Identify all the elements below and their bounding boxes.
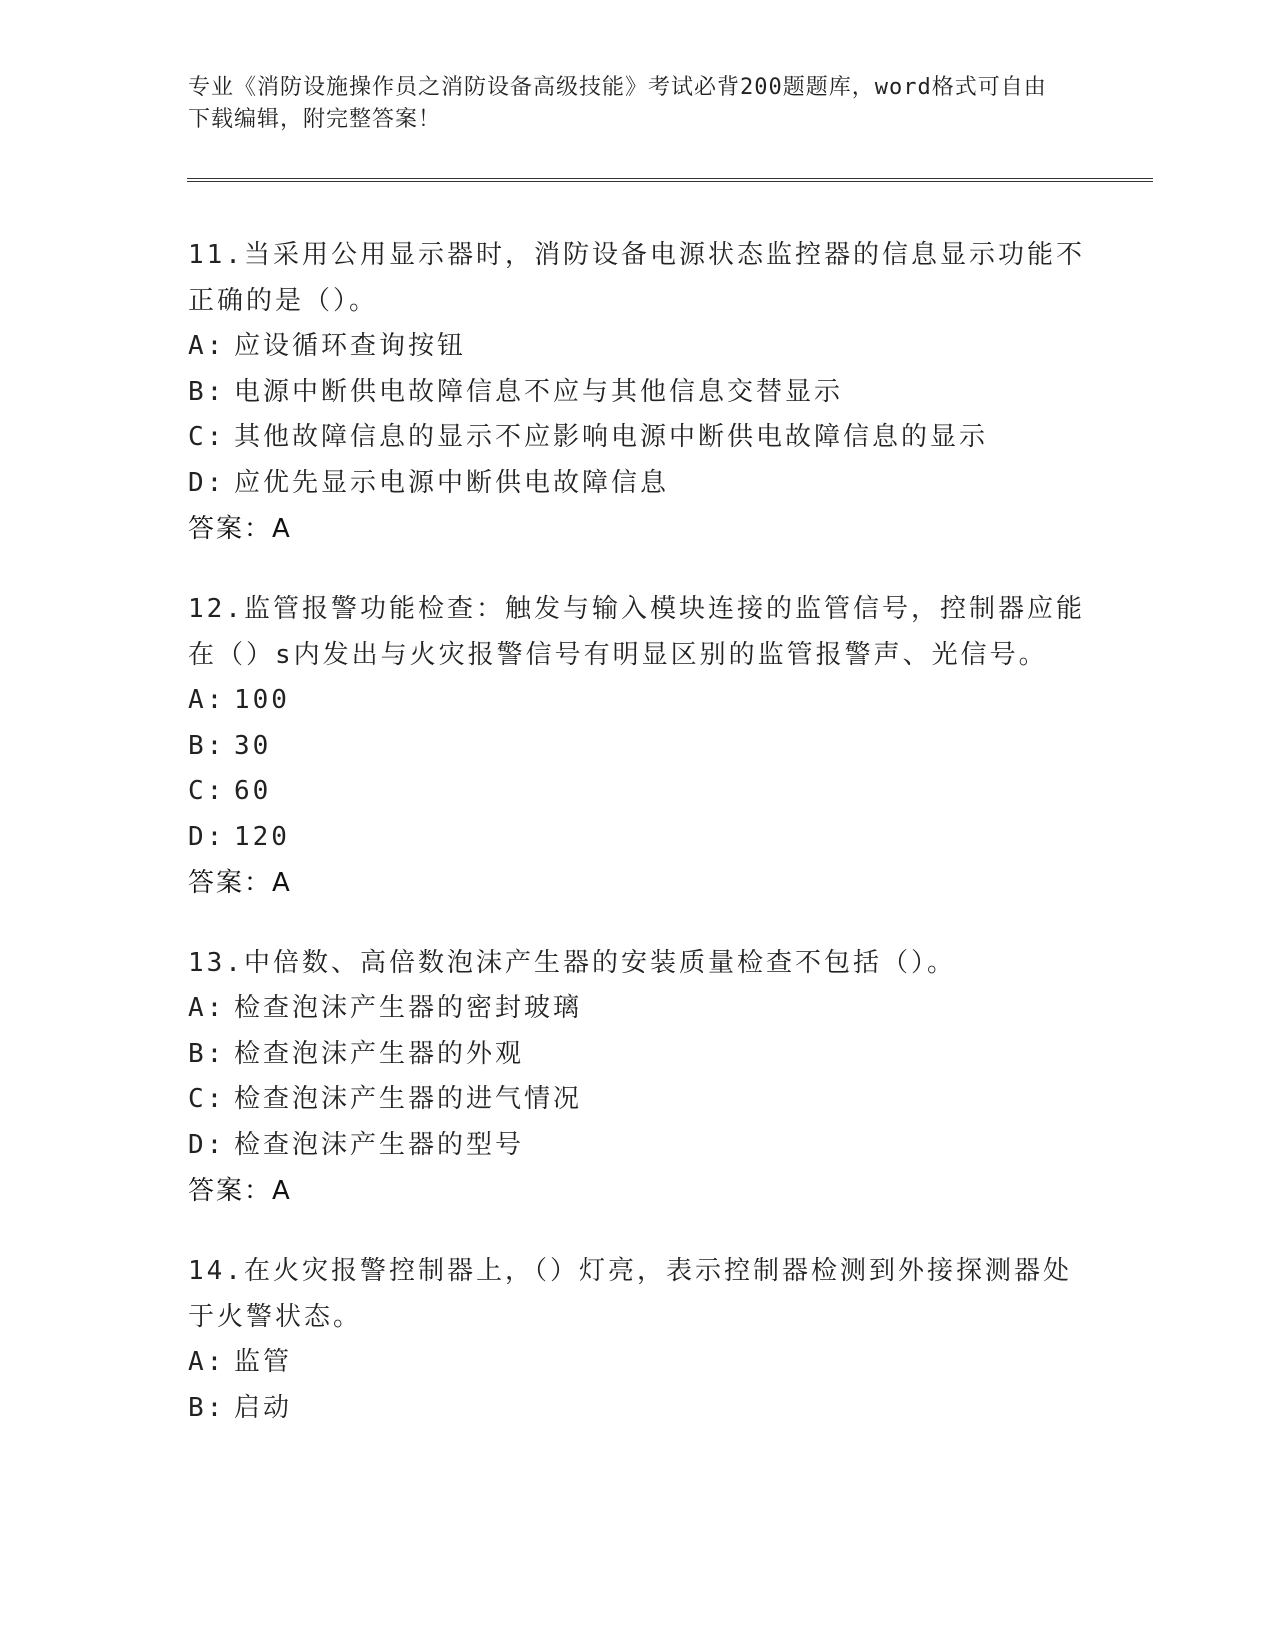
option-key: A:: [188, 1347, 226, 1377]
option-a: [188, 324, 1088, 370]
question-stem: 11.当采用公用显示器时，消防设备电源状态监控器的信息显示功能不正确的是（）。: [188, 240, 1085, 316]
option-d: [188, 461, 1088, 507]
option-text: 100: [234, 685, 290, 715]
option-text: 检查泡沫产生器的外观: [234, 1038, 525, 1069]
option-key: B:: [188, 376, 226, 407]
option-key: A:: [188, 993, 226, 1023]
question-14: [188, 1248, 1088, 1431]
option-text: 检查泡沫产生器的密封玻璃: [234, 993, 583, 1023]
option-text: 60: [234, 776, 272, 806]
option-key: D:: [188, 467, 226, 498]
option-key: B:: [188, 730, 226, 761]
option-b: [188, 724, 1088, 770]
option-text: 30: [234, 730, 272, 761]
option-key: D:: [188, 821, 226, 852]
question-11: [188, 232, 1088, 552]
option-d: [188, 815, 1088, 861]
option-key: C:: [188, 422, 226, 452]
option-a: [188, 678, 1088, 724]
option-text: 电源中断供电故障信息不应与其他信息交替显示: [234, 376, 844, 407]
option-key: C:: [188, 776, 226, 806]
option-c: [188, 1077, 1088, 1123]
option-key: B:: [188, 1038, 226, 1069]
option-text: 120: [234, 821, 290, 852]
option-text: 应设循环查询按钮: [234, 331, 467, 361]
question-12: [188, 586, 1088, 906]
option-key: D:: [188, 1129, 226, 1160]
option-a: [188, 1340, 1088, 1386]
answer-line: 答案：A: [188, 514, 292, 544]
document-header: 专业《消防设施操作员之消防设备高级技能》考试必背200题题库，word格式可自由下载编辑，附完整答案！: [188, 75, 1047, 132]
option-text: 应优先显示电源中断供电故障信息: [234, 467, 670, 498]
option-d: [188, 1123, 1088, 1169]
option-b: [188, 1032, 1088, 1078]
option-text: 其他故障信息的显示不应影响电源中断供电故障信息的显示: [234, 422, 989, 452]
option-text: 启动: [234, 1392, 293, 1423]
option-b: [188, 1386, 1088, 1432]
option-text: 监管: [234, 1347, 293, 1377]
header-divider: [187, 178, 1153, 182]
question-stem: 14.在火灾报警控制器上，（）灯亮，表示控制器检测到外接探测器处于火警状态。: [188, 1256, 1072, 1332]
option-key: C:: [188, 1084, 226, 1114]
question-list: [188, 232, 1088, 1465]
option-text: 检查泡沫产生器的型号: [234, 1129, 525, 1160]
option-key: A:: [188, 331, 226, 361]
option-a: [188, 986, 1088, 1032]
question-stem: 12.监管报警功能检查：触发与输入模块连接的监管信号，控制器应能在（）s内发出与火灾报警信号有明显区别的监管报警声、光信号。: [188, 594, 1085, 670]
option-key: A:: [188, 685, 226, 715]
option-c: [188, 769, 1088, 815]
option-c: [188, 415, 1088, 461]
option-text: 检查泡沫产生器的进气情况: [234, 1084, 583, 1114]
question-stem: 13.中倍数、高倍数泡沫产生器的安装质量检查不包括（）。: [188, 948, 956, 978]
question-13: [188, 940, 1088, 1214]
answer-line: 答案：A: [188, 868, 292, 898]
option-key: B:: [188, 1392, 226, 1423]
option-b: [188, 370, 1088, 416]
answer-line: 答案：A: [188, 1176, 292, 1206]
